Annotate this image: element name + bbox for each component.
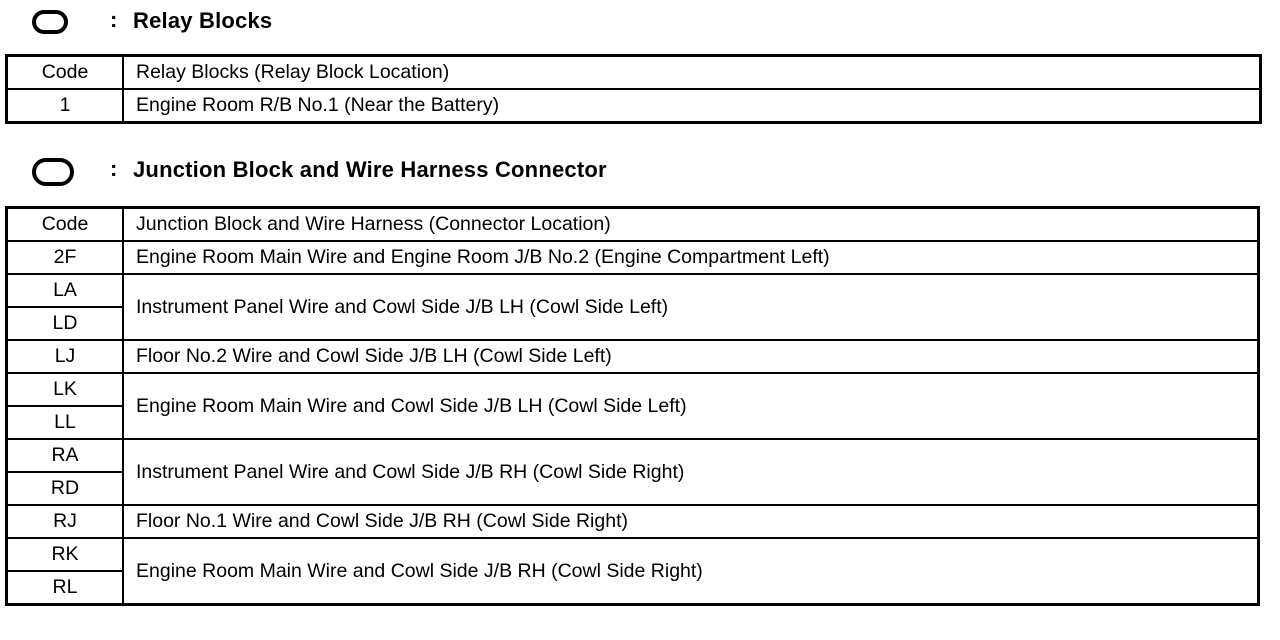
- code-cell: RJ: [7, 505, 124, 538]
- description-cell: Floor No.1 Wire and Cowl Side J/B RH (Cowl Side Right): [123, 505, 1259, 538]
- code-cell: RK: [7, 538, 124, 571]
- table-row: [7, 89, 1261, 123]
- description-cell: Engine Room Main Wire and Cowl Side J/B LH (Cowl Side Left): [123, 373, 1259, 439]
- description-cell: Instrument Panel Wire and Cowl Side J/B RH (Cowl Side Right): [123, 439, 1259, 505]
- junction-block-header: [0, 150, 1280, 190]
- code-cell: LA: [7, 274, 124, 307]
- description-cell: Engine Room Main Wire and Cowl Side J/B RH (Cowl Side Right): [123, 538, 1259, 605]
- table-row: [7, 505, 1259, 538]
- description-column-header: Relay Blocks (Relay Block Location): [123, 56, 1261, 90]
- oval-junction-block-icon: [32, 158, 74, 186]
- relay-blocks-table: [5, 54, 1262, 124]
- code-cell: 2F: [7, 241, 124, 274]
- code-cell: LD: [7, 307, 124, 340]
- table-row: [7, 538, 1259, 571]
- description-cell: Engine Room Main Wire and Engine Room J/B No.2 (Engine Compartment Left): [123, 241, 1259, 274]
- relay-blocks-header: [0, 0, 1280, 40]
- relay-blocks-title: Relay Blocks: [133, 8, 273, 33]
- junction-block-colon: :: [110, 156, 118, 181]
- code-cell: LJ: [7, 340, 124, 373]
- table-header-row: [7, 56, 1261, 90]
- code-column-header: Code: [7, 56, 124, 90]
- code-cell: LL: [7, 406, 124, 439]
- relay-blocks-colon: :: [110, 7, 118, 32]
- code-cell: RL: [7, 571, 124, 605]
- description-cell: Instrument Panel Wire and Cowl Side J/B LH (Cowl Side Left): [123, 274, 1259, 340]
- table-row: [7, 373, 1259, 406]
- table-header-row: [7, 208, 1259, 242]
- code-column-header: Code: [7, 208, 124, 242]
- junction-block-table: [5, 206, 1260, 606]
- description-cell: Floor No.2 Wire and Cowl Side J/B LH (Cowl Side Left): [123, 340, 1259, 373]
- description-column-header: Junction Block and Wire Harness (Connector Location): [123, 208, 1259, 242]
- description-cell: Engine Room R/B No.1 (Near the Battery): [123, 89, 1261, 123]
- code-cell: RA: [7, 439, 124, 472]
- code-cell: LK: [7, 373, 124, 406]
- table-row: [7, 439, 1259, 472]
- table-row: [7, 274, 1259, 307]
- oval-relay-block-icon: [32, 10, 68, 34]
- table-row: [7, 340, 1259, 373]
- junction-block-title: Junction Block and Wire Harness Connector: [133, 157, 607, 182]
- table-row: [7, 241, 1259, 274]
- code-cell: 1: [7, 89, 124, 123]
- code-cell: RD: [7, 472, 124, 505]
